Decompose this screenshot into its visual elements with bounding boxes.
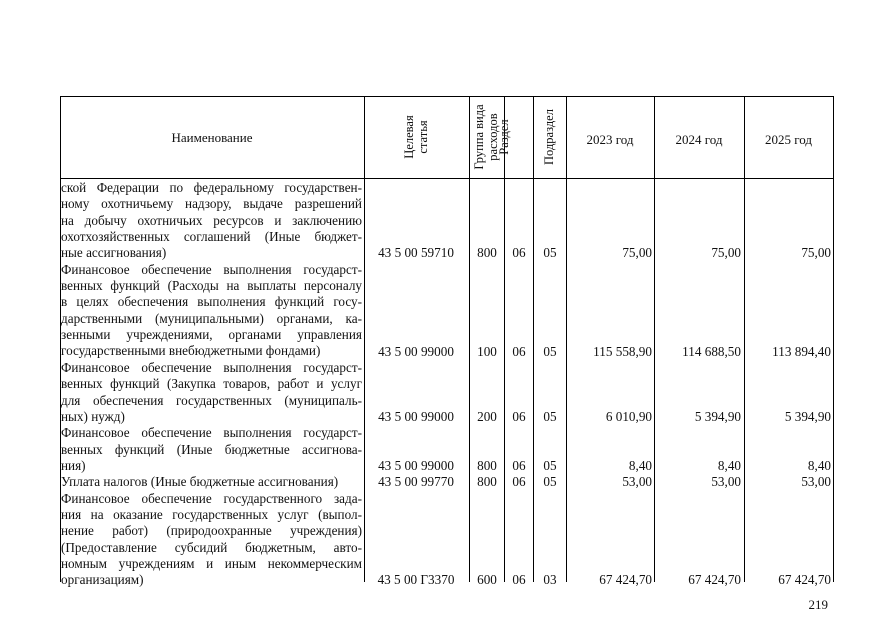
cell-y2025: 75,00: [801, 245, 831, 261]
row-name-line: Финансовое обеспечение выполнения государст-: [61, 261, 362, 277]
cell-y2025: 8,40: [807, 457, 831, 473]
col-border-2023: [566, 96, 567, 582]
header-section: Раздел: [497, 119, 511, 155]
cell-section: 06: [512, 457, 526, 473]
col-border-2025: [744, 96, 745, 582]
row-name: [61, 425, 362, 474]
col-border-subsection: [533, 96, 534, 582]
col-border-2024: [654, 96, 655, 582]
cell-y2023: 75,00: [622, 245, 652, 261]
row-name-line: Финансовое обеспечение выполнения государст-: [61, 425, 362, 441]
cell-section: 06: [512, 408, 526, 424]
cell-target: 43 5 00 Г3370: [377, 572, 455, 588]
cell-subsection: 05: [543, 343, 557, 359]
row-name-line: венных функций (Расходы на выплаты персоналу: [61, 278, 362, 294]
cell-y2024: 75,00: [711, 245, 741, 261]
col-border-group: [469, 96, 470, 582]
row-name: [61, 360, 362, 425]
row-name-line: ному охотничьему надзору, выдаче разрешений: [61, 196, 362, 212]
row-name-line: на добычу охотничьих ресурсов и заключению: [61, 212, 362, 228]
header-bottom-border: [60, 178, 834, 179]
row-name-line: ные ассигнования): [61, 245, 167, 261]
row-name-line: организациям): [61, 572, 144, 588]
row-name-line: ской Федерации по федеральному государствен-: [61, 180, 362, 195]
cell-group: 800: [477, 457, 497, 473]
cell-y2023: 6 010,90: [605, 408, 652, 424]
cell-y2023: 8,40: [628, 457, 652, 473]
col-border-right: [833, 96, 834, 582]
cell-y2024: 53,00: [711, 474, 741, 490]
row-name: [61, 491, 362, 589]
cell-y2024: 67 424,70: [688, 572, 741, 588]
cell-target: 43 5 00 99000: [378, 457, 454, 473]
col-border-target: [364, 96, 365, 582]
row-name-line: в целях обеспечения выполнения функций госу-: [61, 294, 362, 310]
row-name-line: ния): [61, 457, 86, 473]
cell-y2024: 5 394,90: [694, 408, 741, 424]
row-name: [61, 474, 362, 490]
cell-target: 43 5 00 59710: [378, 245, 454, 261]
table-top-border: [60, 96, 834, 97]
row-name-line: ных) нужд): [61, 408, 125, 424]
cell-y2023: 115 558,90: [593, 343, 652, 359]
row-name-line: дарственными (муниципальными) органами, ка-: [61, 310, 362, 326]
header-expense-group: Группа вида расходов: [472, 104, 500, 170]
row-name-line: для обеспечения государственных (муниципаль-: [61, 392, 362, 408]
cell-y2024: 8,40: [717, 457, 741, 473]
cell-target: 43 5 00 99000: [378, 343, 454, 359]
row-name-line: государственными внебюджетными фондами): [61, 343, 321, 359]
cell-section: 06: [512, 572, 526, 588]
row-name-line: охотхозяйственных соглашений (Иные бюджет-: [61, 229, 362, 245]
row-name-line: нение работ) (природоохранные учреждения): [61, 523, 362, 539]
cell-subsection: 05: [543, 245, 557, 261]
page-number: 219: [808, 597, 828, 612]
row-name-line: венных функций (Иные бюджетные ассигнова-: [61, 441, 362, 457]
header-2025: 2025 год: [765, 132, 812, 147]
cell-group: 600: [477, 572, 497, 588]
cell-y2025: 53,00: [801, 474, 831, 490]
row-name-line: Финансовое обеспечение государственного зада-: [61, 490, 362, 506]
cell-subsection: 03: [543, 572, 557, 588]
cell-subsection: 05: [543, 474, 557, 490]
cell-group: 200: [477, 408, 497, 424]
cell-y2025: 5 394,90: [784, 408, 831, 424]
row-name-line: ния на оказание государственных услуг (выпол-: [61, 506, 362, 522]
header-target-article: Целевая статья: [402, 115, 430, 159]
row-name-line: Финансовое обеспечение выполнения государст-: [61, 359, 362, 375]
row-name-line: Уплата налогов (Иные бюджетные ассигнования): [61, 474, 339, 490]
row-name-line: зенными учреждениями, органами управления: [61, 327, 362, 343]
cell-group: 800: [477, 245, 497, 261]
cell-section: 06: [512, 474, 526, 490]
header-subsection: Подраздел: [542, 109, 556, 165]
cell-target: 43 5 00 99770: [378, 474, 454, 490]
cell-section: 06: [512, 343, 526, 359]
cell-target: 43 5 00 99000: [378, 408, 454, 424]
cell-y2023: 67 424,70: [599, 572, 652, 588]
cell-group: 800: [477, 474, 497, 490]
cell-subsection: 05: [543, 457, 557, 473]
row-name-line: (Предоставление субсидий бюджетным, авто-: [61, 539, 362, 555]
cell-section: 06: [512, 245, 526, 261]
row-name-line: венных функций (Закупка товаров, работ и услуг: [61, 376, 362, 392]
cell-group: 100: [477, 343, 497, 359]
cell-y2024: 114 688,50: [682, 343, 741, 359]
row-name: [61, 180, 362, 262]
cell-y2025: 113 894,40: [772, 343, 831, 359]
cell-subsection: 05: [543, 408, 557, 424]
row-name-line: номным учреждениям и иным некоммерческим: [61, 556, 362, 572]
cell-y2023: 53,00: [622, 474, 652, 490]
header-2023: 2023 год: [586, 132, 634, 147]
cell-y2025: 67 424,70: [778, 572, 831, 588]
header-2024: 2024 год: [675, 132, 723, 147]
row-name: [61, 262, 362, 360]
header-name: Наименование: [171, 130, 253, 145]
